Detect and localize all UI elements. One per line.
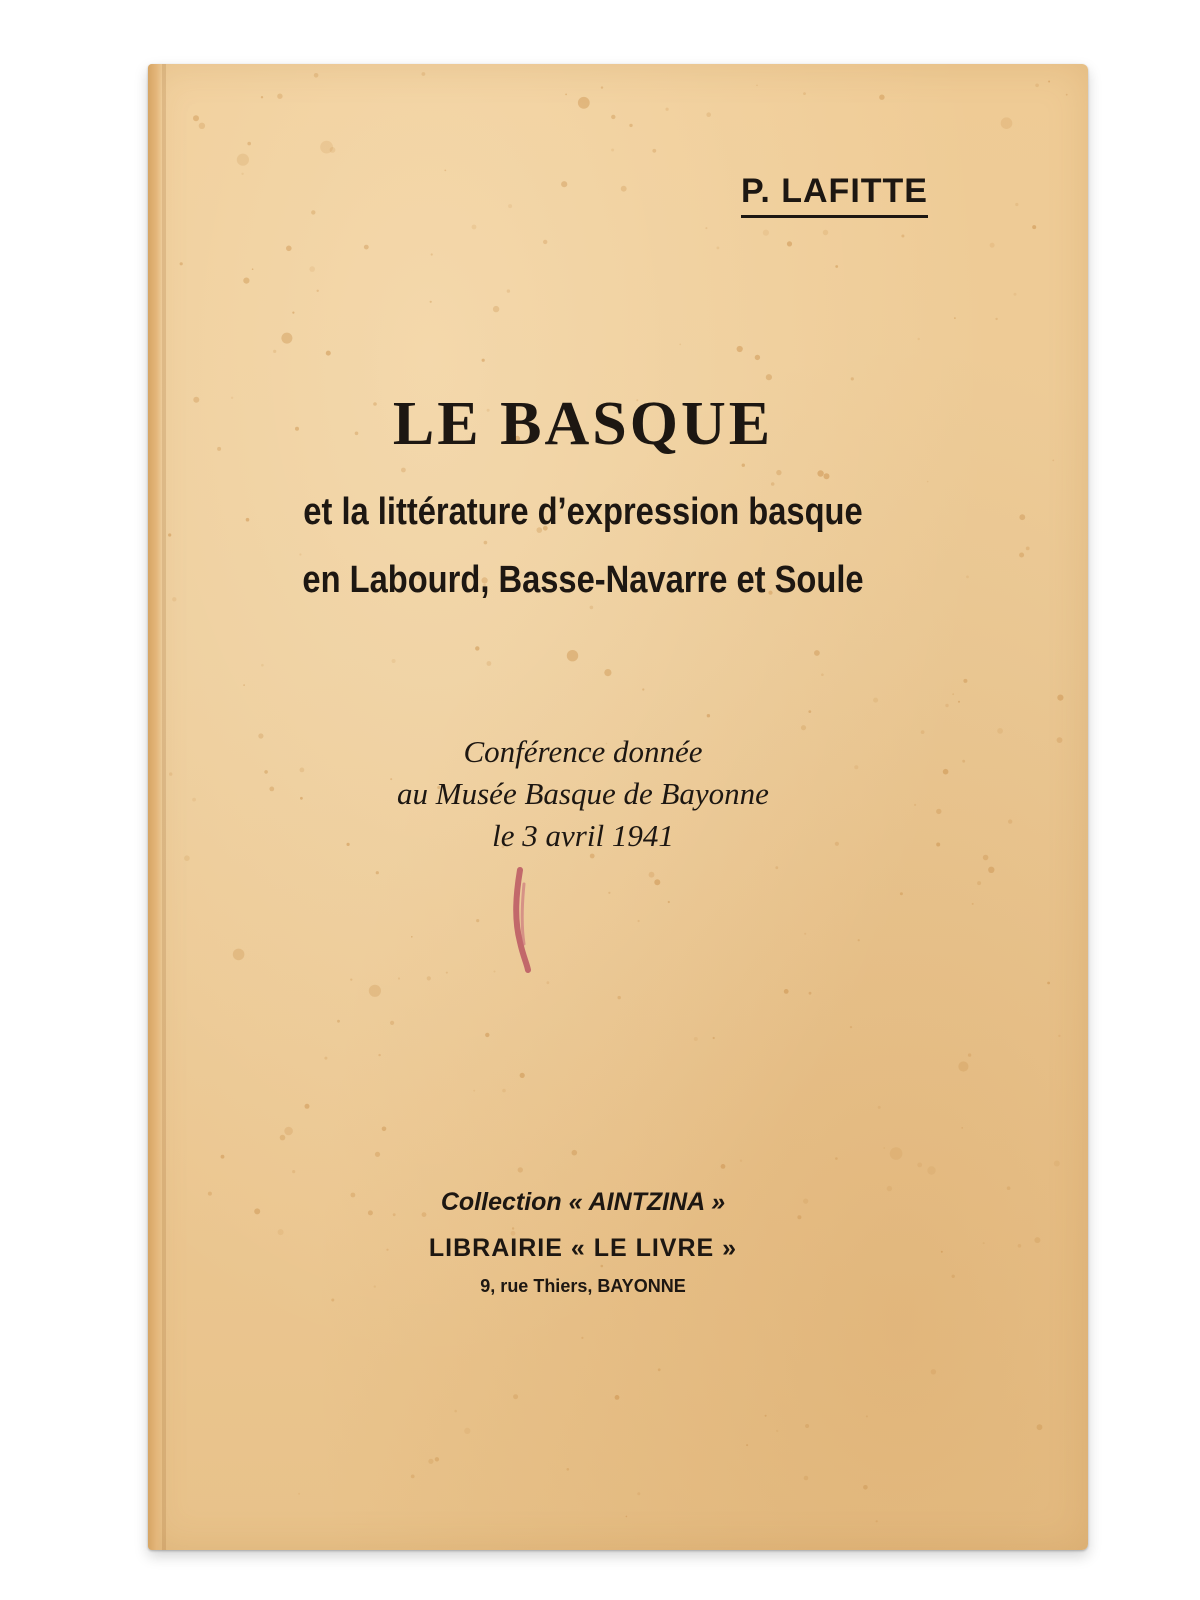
foxing-spot — [390, 1021, 394, 1025]
foxing-spot — [561, 181, 567, 187]
foxing-spot — [1019, 514, 1025, 520]
foxing-spot — [376, 871, 379, 874]
foxing-spot — [604, 669, 611, 676]
foxing-spot — [717, 247, 720, 250]
foxing-spot — [172, 597, 176, 601]
foxing-spot — [484, 541, 488, 545]
foxing-spot — [968, 1053, 971, 1056]
foxing-spot — [1054, 1161, 1060, 1167]
foxing-spot — [705, 227, 707, 229]
foxing-spot — [637, 1492, 640, 1495]
foxing-spot — [243, 278, 249, 284]
foxing-spot — [763, 230, 769, 236]
foxing-spot — [454, 1410, 457, 1413]
foxing-spot — [482, 359, 485, 362]
conference-line-3: le 3 avril 1941 — [492, 818, 674, 853]
foxing-spot — [590, 606, 594, 610]
foxing-spot — [243, 684, 245, 686]
foxing-spot — [995, 318, 997, 320]
foxing-spot — [286, 246, 292, 252]
foxing-spot — [324, 1057, 327, 1060]
foxing-spot — [977, 881, 981, 885]
foxing-spot — [821, 673, 824, 676]
foxing-spot — [364, 245, 369, 250]
book-title: LE BASQUE — [392, 390, 774, 458]
foxing-spot — [608, 892, 610, 894]
foxing-spot — [411, 936, 413, 938]
foxing-spot — [337, 1020, 340, 1023]
foxing-spot — [507, 289, 510, 292]
foxing-spot — [221, 1155, 225, 1159]
foxing-spot — [694, 1037, 698, 1041]
foxing-spot — [261, 664, 264, 667]
foxing-spot — [317, 290, 319, 292]
foxing-spot — [835, 1157, 838, 1160]
foxing-spot — [866, 1415, 868, 1417]
foxing-spot — [927, 481, 929, 483]
foxing-spot — [890, 1147, 903, 1160]
foxing-spot — [331, 1299, 334, 1302]
foxing-spot — [601, 86, 603, 88]
foxing-spot — [642, 688, 644, 690]
foxing-spot — [809, 992, 812, 995]
foxing-spot — [299, 553, 301, 555]
foxing-spot — [446, 972, 448, 974]
foxing-spot — [878, 1106, 881, 1109]
foxing-spot — [430, 301, 432, 303]
foxing-spot — [963, 679, 967, 683]
foxing-spot — [281, 333, 292, 344]
foxing-spot — [520, 1073, 525, 1078]
foxing-spot — [444, 170, 446, 172]
foxing-spot — [284, 1127, 293, 1136]
foxing-spot — [512, 1227, 514, 1229]
author-name: P. LAFITTE — [741, 172, 928, 218]
foxing-spot — [298, 1493, 300, 1495]
foxing-spot — [611, 149, 614, 152]
foxing-spot — [901, 235, 904, 238]
foxing-spot — [590, 854, 595, 859]
foxing-spot — [378, 1054, 380, 1056]
foxing-spot — [578, 97, 590, 109]
foxing-spot — [1019, 553, 1024, 558]
foxing-spot — [428, 1459, 433, 1464]
foxing-spot — [567, 1468, 570, 1471]
foxing-spot — [502, 1089, 506, 1093]
foxing-spot — [983, 855, 989, 861]
foxing-spot — [706, 112, 711, 117]
foxing-spot — [369, 985, 381, 997]
foxing-spot — [411, 1475, 415, 1479]
foxing-spot — [330, 147, 336, 153]
foxing-spot — [382, 1127, 387, 1132]
foxing-spot — [746, 1444, 748, 1446]
foxing-spot — [547, 981, 550, 984]
foxing-spot — [879, 95, 884, 100]
foxing-spot — [581, 1337, 583, 1339]
foxing-spot — [808, 710, 811, 713]
foxing-spot — [422, 72, 426, 76]
foxing-spot — [435, 1457, 439, 1461]
foxing-spot — [824, 473, 830, 479]
foxing-spot — [350, 979, 352, 981]
foxing-spot — [775, 866, 778, 869]
book-cover — [148, 64, 1088, 1550]
collection-name: Collection « AINTZINA » — [440, 1188, 726, 1216]
foxing-spot — [277, 94, 282, 99]
foxing-spot — [737, 346, 743, 352]
foxing-spot — [755, 355, 760, 360]
foxing-spot — [654, 879, 660, 885]
foxing-spot — [629, 124, 632, 127]
foxing-spot — [1015, 203, 1018, 206]
foxing-spot — [626, 1516, 628, 1518]
foxing-spot — [1014, 293, 1017, 296]
foxing-spot — [168, 533, 171, 536]
foxing-spot — [494, 971, 496, 973]
foxing-spot — [952, 693, 954, 695]
foxing-spot — [805, 1424, 809, 1428]
foxing-spot — [427, 976, 431, 980]
foxing-spot — [803, 92, 806, 95]
foxing-spot — [241, 173, 243, 175]
foxing-spot — [565, 94, 567, 96]
foxing-spot — [543, 240, 547, 244]
foxing-spot — [679, 344, 681, 346]
foxing-spot — [375, 1152, 380, 1157]
ink-mark — [508, 864, 538, 974]
foxing-spot — [804, 1476, 809, 1481]
foxing-spot — [666, 108, 669, 111]
foxing-spot — [508, 204, 512, 208]
subtitle-line-2: en Labourd, Basse-Navarre et Soule — [302, 559, 864, 601]
foxing-spot — [485, 1033, 489, 1037]
subtitle-line-1: et la littérature d’expression basque — [303, 491, 863, 533]
foxing-spot — [431, 253, 433, 255]
foxing-spot — [264, 770, 268, 774]
foxing-spot — [756, 85, 758, 87]
foxing-spot — [958, 701, 960, 703]
foxing-spot — [1018, 1244, 1022, 1248]
foxing-spot — [1058, 1035, 1060, 1037]
foxing-spot — [658, 1368, 661, 1371]
foxing-spot — [927, 1166, 935, 1174]
foxing-spot — [1035, 84, 1039, 88]
foxing-spot — [237, 154, 249, 166]
foxing-spot — [601, 1265, 604, 1268]
foxing-spot — [873, 698, 878, 703]
foxing-spot — [184, 855, 190, 861]
foxing-spot — [1066, 94, 1068, 96]
foxing-spot — [1001, 117, 1013, 129]
foxing-spot — [817, 470, 823, 476]
foxing-spot — [320, 141, 333, 154]
foxing-spot — [990, 243, 995, 248]
foxing-spot — [784, 989, 789, 994]
foxing-spot — [199, 123, 205, 129]
foxing-spot — [668, 901, 670, 903]
foxing-spot — [961, 1127, 963, 1129]
foxing-spot — [742, 464, 745, 467]
foxing-spot — [652, 149, 656, 153]
foxing-spot — [1026, 547, 1030, 551]
foxing-spot — [1052, 460, 1054, 462]
foxing-spot — [740, 1160, 742, 1162]
foxing-spot — [814, 650, 820, 656]
foxing-spot — [309, 266, 315, 272]
foxing-spot — [611, 115, 615, 119]
foxing-spot — [823, 230, 828, 235]
foxing-spot — [766, 374, 772, 380]
foxing-spot — [835, 265, 838, 268]
foxing-spot — [615, 1395, 620, 1400]
foxing-spot — [966, 576, 969, 579]
foxing-spot — [280, 1135, 286, 1141]
foxing-spot — [1048, 81, 1050, 83]
conference-line-1: Conférence donnée — [463, 734, 703, 769]
foxing-spot — [567, 650, 578, 661]
foxing-spot — [787, 241, 792, 246]
foxing-spot — [518, 1167, 523, 1172]
foxing-spot — [850, 1026, 852, 1028]
foxing-spot — [398, 977, 400, 979]
foxing-spot — [638, 920, 640, 922]
foxing-spot — [311, 210, 315, 214]
foxing-spot — [1037, 1424, 1043, 1430]
foxing-spot — [247, 142, 251, 146]
foxing-spot — [863, 1485, 868, 1490]
foxing-spot — [721, 1164, 726, 1169]
foxing-spot — [292, 312, 294, 314]
foxing-spot — [918, 338, 920, 340]
conference-line-2: au Musée Basque de Bayonne — [397, 776, 769, 811]
foxing-spot — [292, 1170, 295, 1173]
foxing-spot — [997, 728, 1003, 734]
foxing-spot — [472, 225, 477, 230]
foxing-spot — [476, 919, 479, 922]
publisher-name: LIBRAIRIE « LE LIVRE » — [428, 1234, 738, 1262]
foxing-spot — [618, 996, 621, 999]
foxing-spot — [252, 268, 254, 270]
foxing-spot — [261, 96, 263, 98]
foxing-spot — [621, 186, 627, 192]
foxing-spot — [1047, 982, 1050, 985]
foxing-spot — [464, 1428, 470, 1434]
foxing-spot — [713, 1037, 715, 1039]
foxing-spot — [1034, 1237, 1040, 1243]
foxing-spot — [771, 482, 775, 486]
foxing-spot — [493, 306, 499, 312]
foxing-spot — [273, 350, 276, 353]
foxing-spot — [305, 1104, 310, 1109]
foxing-spot — [392, 659, 396, 663]
foxing-spot — [858, 939, 860, 941]
foxing-spot — [233, 949, 245, 961]
publisher-address: 9, rue Thiers, BAYONNE — [480, 1276, 686, 1296]
foxing-spot — [945, 704, 948, 707]
foxing-spot — [326, 351, 331, 356]
foxing-spot — [851, 377, 854, 380]
foxing-spot — [954, 317, 956, 319]
foxing-spot — [314, 73, 319, 78]
foxing-spot — [931, 1369, 936, 1374]
foxing-spot — [707, 714, 710, 717]
foxing-spot — [988, 867, 994, 873]
foxing-spot — [801, 725, 806, 730]
foxing-spot — [776, 1430, 778, 1432]
foxing-spot — [1032, 225, 1036, 229]
foxing-spot — [972, 903, 974, 905]
foxing-spot — [473, 1090, 475, 1092]
foxing-spot — [1057, 737, 1063, 743]
foxing-spot — [487, 661, 492, 666]
foxing-spot — [958, 1061, 968, 1071]
foxing-spot — [876, 1520, 878, 1522]
foxing-spot — [917, 1163, 922, 1168]
foxing-spot — [883, 1147, 885, 1149]
foxing-spot — [649, 872, 655, 878]
foxing-spot — [900, 892, 903, 895]
foxing-spot — [804, 933, 806, 935]
foxing-spot — [475, 646, 479, 650]
foxing-spot — [401, 468, 406, 473]
foxing-spot — [180, 262, 183, 265]
foxing-spot — [776, 470, 781, 475]
foxing-spot — [193, 115, 199, 121]
foxing-spot — [513, 1394, 518, 1399]
foxing-spot — [1057, 695, 1063, 701]
foxing-spot — [765, 1415, 767, 1417]
foxing-spot — [572, 1150, 578, 1156]
